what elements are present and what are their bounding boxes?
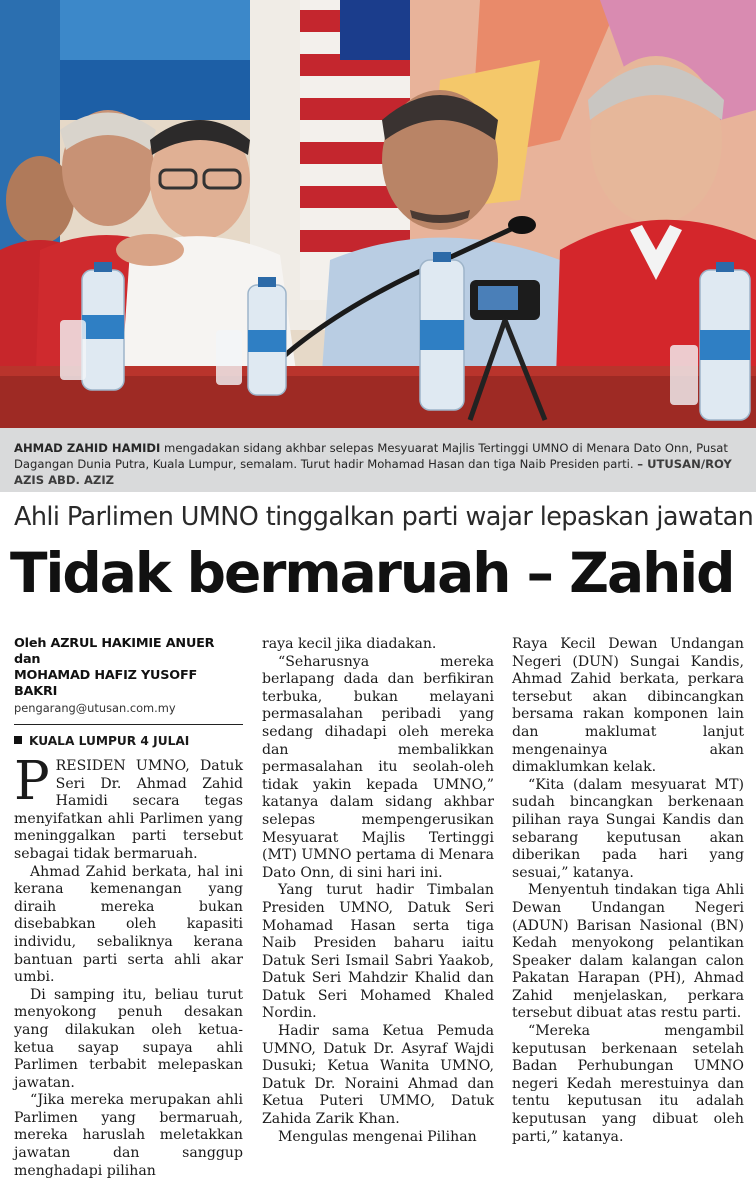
paragraph-continued: raya kecil jika diadakan.	[262, 636, 437, 652]
paragraph: Hadir sama Ketua Pemuda UMNO, Datuk Dr. Asyraf Wajdi Dusuki; Ketua Wanita UMNO, Datuk Dr. Noraini Ahmad dan Ketua Puteri UMMO, Datuk Zahida Zarik Khan.	[262, 1023, 494, 1128]
byline-line-2: MOHAMAD HAFIZ YUSOFF BAKRI	[14, 668, 198, 699]
article-column-2	[262, 636, 494, 1146]
author-email[interactable]: pengarang@utusan.com.my	[14, 701, 176, 715]
byline-divider	[14, 724, 243, 725]
dateline-text: KUALA LUMPUR 4 JULAI	[29, 734, 190, 748]
paragraph: “Seharusnya mereka berlapang dada dan berfikiran terbuka, bukan melayani permasalahan peribadi yang sedang dihadapi oleh mereka dan membalikkan permasalahan itu seolah-oleh tidak yakin kepada UMNO,” katanya dalam sidang akhbar selepas mempengerusikan Mesyuarat Majlis Tertinggi (MT) UMNO pertama di Menara Dato Onn, di sini hari ini.	[262, 653, 494, 881]
paragraph: Mengulas mengenai Pilihan	[278, 1128, 477, 1145]
kicker-headline: Ahli Parlimen UMNO tinggalkan parti wajar lepaskan jawatan	[14, 502, 754, 532]
paragraph: Menyentuh tindakan tiga Ahli Dewan Undangan Negeri (ADUN) Barisan Nasional (BN) Kedah menyokong pelantikan Speaker dalam kalangan calon Pakatan Harapan (PH), Ahmad Zahid menjelaskan, perkara tersebut dibuat atas restu parti.	[512, 882, 744, 1022]
square-bullet-icon	[14, 736, 22, 744]
photo-caption	[0, 428, 756, 492]
lead-paragraph-text: RESIDEN UMNO, Datuk Seri Dr. Ahmad Zahid Hamidi secara tegas menyifatkan ahli Parlimen yang meninggalkan parti tersebut sebagai tidak bermaruah.	[14, 758, 243, 862]
caption-text: mengadakan sidang akhbar selepas Mesyuarat Majlis Tertinggi UMNO di Menara Dato Onn, Pusat Dagangan Dunia Putra, Kuala Lumpur, semalam. Turut hadir Mohamad Hasan dan tiga Naib Presiden parti.	[14, 441, 728, 471]
paragraph: “Mereka mengambil keputusan berkenaan setelah Badan Perhubungan UMNO negeri Kedah merestuinya dan tentu keputusan itu adalah keputusan yang dibuat oleh parti,” katanya.	[512, 1023, 744, 1145]
paragraph: “Kita (dalam mesyuarat MT) sudah bincangkan berkenaan pilihan raya Sungai Kandis dan sebarang keputusan akan diberikan pada hari yang sesuai,” katanya.	[512, 776, 744, 881]
dateline	[14, 733, 243, 749]
press-conference-photo	[0, 0, 756, 428]
lead-paragraph	[14, 751, 243, 864]
paragraph: Di samping itu, beliau turut menyokong penuh desakan yang dilakukan oleh ketua-ketua sayap supaya ahli Parlimen terbabit melepaskan jawatan.	[14, 986, 243, 1091]
drop-cap: P	[14, 751, 50, 812]
caption-credit: – UTUSAN/ROY AZIS ABD. AZIZ	[14, 457, 732, 487]
article-column-3	[512, 636, 744, 1146]
byline-line-1: Oleh AZRUL HAKIMIE ANUER dan	[14, 636, 215, 667]
news-photo	[0, 0, 756, 428]
caption-name: AHMAD ZAHID HAMIDI	[14, 441, 161, 455]
paragraph-continued: Raya Kecil Dewan Undangan Negeri (DUN) Sungai Kandis, Ahmad Zahid berkata, perkara tersebut akan dibincangkan bersama rakan komponen lain dan maklumat lanjut mengenainya akan dimaklumkan kelak.	[512, 636, 744, 776]
article-column-1	[14, 636, 243, 1180]
paragraph: Yang turut hadir Timbalan Presiden UMNO, Datuk Seri Mohamad Hasan serta tiga Naib Presiden baharu iaitu Datuk Seri Ismail Sabri Yaakob, Datuk Seri Mahdzir Khalid dan Datuk Seri Mohamed Khaled Nordin.	[262, 882, 494, 1022]
paragraph: Ahmad Zahid berkata, hal ini kerana kemenangan yang diraih mereka bukan disebabkan oleh kapasiti individu, sebaliknya kerana bantuan parti serta ahli akar umbi.	[14, 863, 243, 986]
byline	[14, 636, 243, 700]
paragraph: “Jika mereka merupakan ahli Parlimen yang bermaruah, mereka haruslah meletakkan jawatan dan sanggup menghadapi pilihan	[14, 1092, 243, 1179]
main-headline: Tidak bermaruah – Zahid	[10, 541, 734, 605]
